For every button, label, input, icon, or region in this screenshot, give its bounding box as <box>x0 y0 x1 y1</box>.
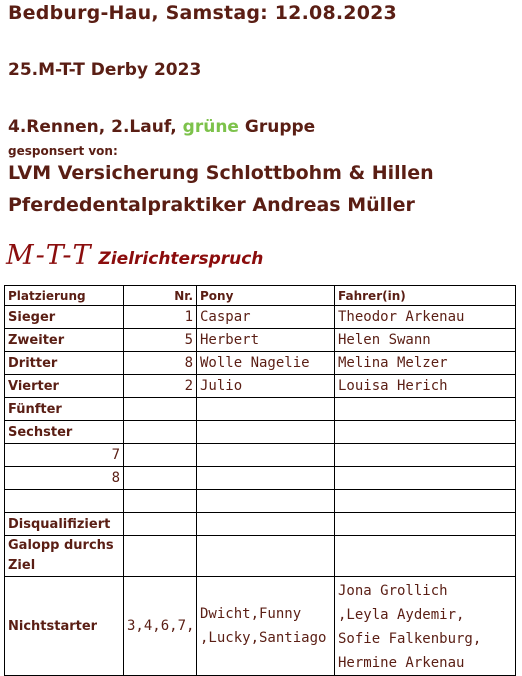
place-cell: 7 <box>5 444 124 467</box>
pony-cell <box>197 536 335 577</box>
sponsor-1: LVM Versicherung Schlottbohm & Hillen <box>8 162 434 184</box>
driver-cell: Melina Melzer <box>335 352 516 375</box>
non-starters-nr: 3,4,6,7, <box>124 577 197 676</box>
driver-cell <box>335 467 516 490</box>
header-pony: Pony <box>197 286 335 306</box>
place-cell: Vierter <box>5 375 124 398</box>
pony-cell: Caspar <box>197 306 335 329</box>
table-row <box>5 490 516 513</box>
driver-cell <box>335 421 516 444</box>
driver-cell: Louisa Herich <box>335 375 516 398</box>
pony-cell <box>197 398 335 421</box>
place-cell: Galopp durchs Ziel <box>5 536 124 577</box>
judge-title: Zielrichterspruch <box>98 249 264 269</box>
place-cell: 8 <box>5 467 124 490</box>
driver-cell <box>335 513 516 536</box>
place-cell: Dritter <box>5 352 124 375</box>
nr-cell: 5 <box>124 329 197 352</box>
non-starters-drivers <box>335 577 516 676</box>
race-prefix: 4.Rennen, 2.Lauf, <box>8 117 177 137</box>
driver-cell <box>335 536 516 577</box>
nr-cell <box>124 536 197 577</box>
race-group-word: grüne <box>182 117 239 137</box>
nr-cell <box>124 421 197 444</box>
race-suffix: Gruppe <box>244 117 316 137</box>
pony-cell: Herbert <box>197 329 335 352</box>
table-row <box>5 375 516 398</box>
table-row <box>5 352 516 375</box>
table-row <box>5 536 516 577</box>
non-starters-label: Nichtstarter <box>5 577 124 676</box>
pony-cell: Julio <box>197 375 335 398</box>
pony-line: Dwicht,Funny <box>200 606 302 622</box>
pony-line: ,Lucky,Santiago <box>200 630 327 646</box>
table-row <box>5 329 516 352</box>
place-cell <box>5 490 124 513</box>
event-title: 25.M-T-T Derby 2023 <box>8 60 202 80</box>
pony-cell <box>197 421 335 444</box>
driver-cell <box>335 444 516 467</box>
pony-cell <box>197 467 335 490</box>
pony-cell: Wolle Nagelie <box>197 352 335 375</box>
non-starters-ponies <box>197 577 335 676</box>
table-row <box>5 421 516 444</box>
pony-cell <box>197 513 335 536</box>
driver-line: Hermine Arkenau <box>338 655 465 671</box>
nr-cell: 1 <box>124 306 197 329</box>
table-row <box>5 513 516 536</box>
nr-cell <box>124 467 197 490</box>
driver-line: Sofie Falkenburg, <box>338 631 482 647</box>
race-info <box>8 117 315 137</box>
driver-cell: Helen Swann <box>335 329 516 352</box>
header-driver: Fahrer(in) <box>335 286 516 306</box>
table-header-row <box>5 286 516 306</box>
results-table <box>4 285 516 676</box>
nr-cell <box>124 490 197 513</box>
page-title: Bedburg-Hau, Samstag: 12.08.2023 <box>8 2 397 24</box>
driver-cell <box>335 398 516 421</box>
table-row <box>5 306 516 329</box>
sponsor-2: Pferdedentalpraktiker Andreas Müller <box>8 194 415 216</box>
place-cell: Sechster <box>5 421 124 444</box>
header-nr: Nr. <box>124 286 197 306</box>
place-cell: Fünfter <box>5 398 124 421</box>
table-row-non-starters <box>5 577 516 676</box>
sponsored-by-label: gesponsert von: <box>8 144 118 158</box>
table-row <box>5 467 516 490</box>
nr-cell <box>124 444 197 467</box>
nr-cell: 2 <box>124 375 197 398</box>
driver-line: Jona Grollich <box>338 583 448 599</box>
driver-line: ,Leyla Aydemir, <box>338 607 465 623</box>
place-cell: Sieger <box>5 306 124 329</box>
driver-cell <box>335 490 516 513</box>
judge-heading <box>6 240 263 271</box>
mtt-logo: M-T-T <box>6 240 93 271</box>
table-row <box>5 444 516 467</box>
nr-cell: 8 <box>124 352 197 375</box>
table-row <box>5 398 516 421</box>
nr-cell <box>124 398 197 421</box>
pony-cell <box>197 444 335 467</box>
nr-cell <box>124 513 197 536</box>
place-cell: Zweiter <box>5 329 124 352</box>
pony-cell <box>197 490 335 513</box>
header-placement: Platzierung <box>5 286 124 306</box>
place-cell: Disqualifiziert <box>5 513 124 536</box>
driver-cell: Theodor Arkenau <box>335 306 516 329</box>
